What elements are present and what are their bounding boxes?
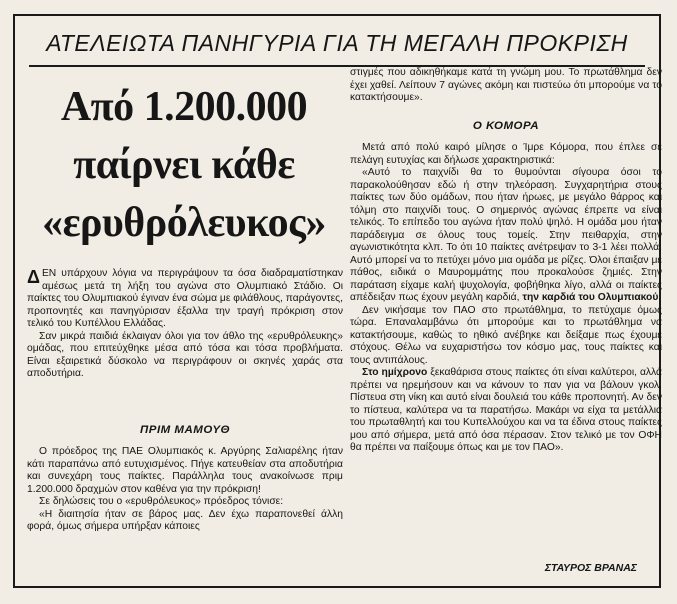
drop-cap: Δ bbox=[27, 267, 40, 287]
article-headline bbox=[34, 78, 334, 252]
subhead-prim: ΠΡΙΜ ΜΑΜΟΥΘ bbox=[140, 424, 230, 436]
paragraph: Δεν νικήσαμε τον ΠΑΟ στο πρωτάθλημα, το πετύχαμε όμως τώρα. Επαναλαμβάνω ότι μπορούμε και το πρωτάθλημα να κατακτήσουμε, καθώς το ηθικό ανέβηκε και δείξαμε πως έχουμε στόχους. Θέλω να ευχαριστήσω τον κόσμο μας, τους παίκτες και τους αντιπάλους. bbox=[350, 304, 662, 366]
bold-lead: Στο ηµίχρονο bbox=[362, 367, 428, 378]
paragraph: στιγμές που αδικηθήκαμε κατά τη γνώμη μου. Το πρωτάθλημα δεν έχει χαθεί. Λείπουν 7 αγώνες ακόμη και πιστεύω ότι μπορούμε να το κατακτήσουμε». bbox=[350, 67, 662, 103]
paragraph: Σε δηλώσεις του ο «ερυθρόλευκος» πρόεδρος τόνισε: bbox=[39, 496, 284, 507]
headline-line-3: «ερυθρόλευκος» bbox=[42, 200, 326, 246]
bold-phrase: την καρδιά του Ολυμπιακού. bbox=[522, 292, 662, 303]
headline-line-1: Από 1.200.000 bbox=[60, 84, 308, 130]
paragraph-intro: ΔΕΝ υπάρχουν λόγια να περιγράψουν τα όσα διαδραματίστηκαν αμέσως μετά τη λήξη του αγώνα στο Ολυμπιακό Στάδιο. Οι παίκτες του Ολυμπιακού έγιναν ένα σώμα με φιλάθλους, παράγοντες, προπονητές και πανηγύρισαν έξαλλα την τραγή πρόκριση στον τελικό του Κυπέλλου Ελλάδας. bbox=[27, 267, 343, 329]
right-column-top bbox=[350, 67, 662, 105]
left-column bbox=[27, 268, 343, 381]
article-banner: ΑΤΕΛΕΙΩΤΑ ΠΑΝΗΓΥΡΙΑ ΓΙΑ ΤΗ ΜΕΓΑΛΗ ΠΡΟΚΡΙΣΗ bbox=[46, 30, 628, 56]
paragraph: Μετά από πολύ καιρό μίλησε ο Ίμρε Κόμορα, που έπλεε σε πελάγη ευτυχίας και δήλωσε χαρακτηριστικά: bbox=[350, 142, 662, 166]
headline-line-2: παίρνει κάθε bbox=[73, 142, 295, 188]
author-byline: ΣΤΑΥΡΟΣ ΒΡΑΝΑΣ bbox=[544, 562, 637, 574]
paragraph: Ο πρόεδρος της ΠΑΕ Ολυμπιακός κ. Αργύρης Σαλιαρέλης ήταν κάτι παραπάνω από ευτυχισμένος. Πήγε κατευθείαν στα αποδυτήρια και συνεχάρη τους παίκτες. Παράλληλα τους ανακοίνωσε πριμ 1.200.000 δραχμών στον καθένα για την πρόκριση! bbox=[27, 446, 343, 495]
paragraph: Στο ηµίχρονο ξεκαθάρισα στους παίκτες ότι είναι καλύτεροι, αλλά πρέπει να ηρεμήσουν και να κάνουν το παν για να βάλουν γκολ. Πίστευα στη νίκη και αυτό είναι δουλειά του κάθε προπονητή. Αν δεν το πίστευα, καλύτερα να τα παρατήσω. Μακάρι να είχα τα μετάλλια του πρωταθλητή και του Κυπελλούχου και να τα έδινα στους παίκτες μου από σήμερα, μετά από όσα πέρασαν. Στον τελικό με τον ΟΦΗ θα πρέπει να παίξουμε όπως και με τον ΠΑΟ». bbox=[350, 367, 662, 453]
left-column-lower bbox=[27, 446, 343, 534]
paragraph: Σαν μικρά παιδιά έκλαιγαν όλοι για τον άθλο της «ερυθρόλευκης» ομάδας, που επιτεύχθηκε μέσα από τόσα και τόσα προβλήματα. Είναι εξαιρετικά δύσκολο να περιγράφουν οι σκηνές χαράς στα αποδυτήρια. bbox=[27, 330, 343, 379]
paragraph-quote: «Αυτό το παιχνίδι θα το θυμούνται σίγουρα όσοι το παρακολούθησαν εδώ ή στην τηλεόραση. Συγχαρητήρια στους παίκτες των δύο ομάδων, που ήταν ήρωες, με μεγάλο θάρρος και τόλμη στο παιχνίδι τους. Ο σημερινός αγώνας έπρεπε να είναι τελικός. Το επίπεδο του αγώνα ήταν πολύ ψηλό. Η ομάδα μου ήταν παράδειγμα σε όλους τους τομείς. Στην πειθαρχία, στην αγωνιστικότητα κλπ. Το ότι 10 παίκτες ανέτρεψαν το 3-1 λέει πολλά. Αυτό μπορεί να το πετύχει μόνο μια ομάδα με ρίζες. Όλοι έπαιξαν με πάθος, ειδικά ο Μαυρομμάτης που προκαλούσε ζημιές. Στην παράταση είχαμε καλή ψυχολογία, φοβήθηκα λίγο, αλλά οι παίκτες απέδειξαν πως έχουν μεγάλη καρδιά, την καρδιά του Ολυμπιακού. bbox=[350, 167, 662, 303]
paragraph: «Η διαιτησία ήταν σε βάρος μας. Δεν έχω παραπονεθεί άλλη φορά, όμως σήμερα υπήρξαν κάποιες bbox=[27, 508, 343, 532]
right-column bbox=[350, 142, 662, 455]
subhead-komora: Ο ΚΟΜΟΡΑ bbox=[472, 120, 540, 132]
